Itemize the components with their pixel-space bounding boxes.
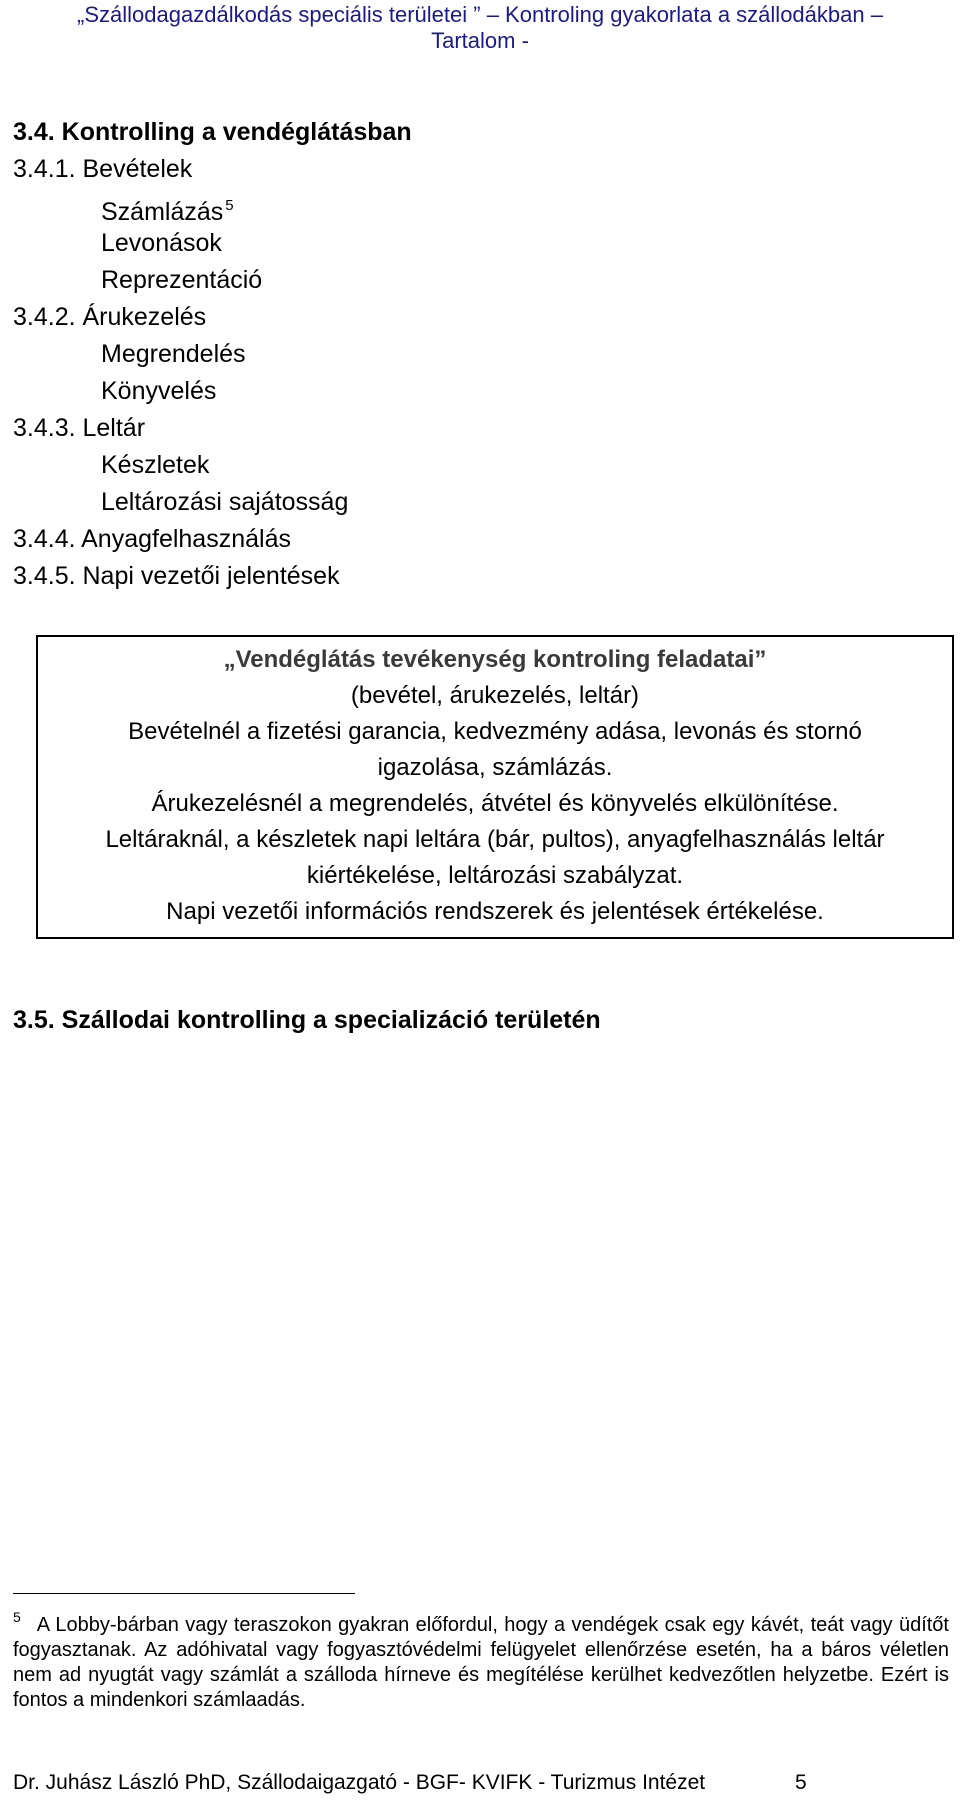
header-subtitle: Tartalom - <box>431 28 529 53</box>
footnote-reference: 5 <box>225 197 234 214</box>
footnote-text: A Lobby-bárban vagy teraszokon gyakran előfordul, hogy a vendégek csak egy kávét, teát vagy üdítőt fogyasztanak. Az adóhivatal vagy fogyasztóvédelmi felügyelet ellenőrzése esetén, ha a báros véletlen nem ad nyugtát vagy számlát a szálloda hírneve és megítélése kerülhet kedvezőtlen helyzetbe. Ezért is fontos a mindenkori számlaadás. <box>13 1614 949 1711</box>
toc-item: 3.4.5. Napi vezetői jelentések <box>13 562 340 590</box>
toc-heading: 3.4. Kontrolling a vendéglátásban <box>13 118 412 146</box>
box-title: „Vendéglátás tevékenység kontroling feladatai” <box>223 646 767 673</box>
toc-item: Készletek <box>101 451 210 479</box>
page-number: 5 <box>795 1771 807 1794</box>
toc-item: Levonások <box>101 229 222 257</box>
page-footer <box>13 1769 953 1797</box>
toc-item: 3.4.4. Anyagfelhasználás <box>13 525 291 553</box>
toc-item: Leltározási sajátosság <box>101 488 349 516</box>
toc-item: 3.4.3. Leltár <box>13 414 146 442</box>
footnote <box>13 1605 949 1713</box>
toc-item <box>101 191 234 227</box>
toc-item: Könyvelés <box>101 377 217 405</box>
toc-item: 3.4.1. Bevételek <box>13 155 193 183</box>
toc-item: Reprezentáció <box>101 266 263 294</box>
box-line: Árukezelésnél a megrendelés, átvétel és könyvelés elkülönítése. <box>151 790 839 817</box>
box-line: kiértékelése, leltározási szabályzat. <box>306 862 684 889</box>
box-line: Bevételnél a fizetési garancia, kedvezmény adása, levonás és stornó <box>128 718 862 745</box>
header-title: „Szállodagazdálkodás speciális területei ” – Kontroling gyakorlata a szállodákban – <box>77 2 883 27</box>
footer-author: Dr. Juhász László PhD, Szállodaigazgató - BGF- KVIFK - Turizmus Intézet <box>13 1771 706 1794</box>
footnote-divider <box>13 1593 355 1594</box>
box-line: Leltáraknál, a készletek napi leltára (bár, pultos), anyagfelhasználás leltár <box>105 826 885 853</box>
summary-box <box>36 635 954 939</box>
box-line: Napi vezetői információs rendszerek és jelentések értékelése. <box>166 898 824 925</box>
box-line: (bevétel, árukezelés, leltár) <box>350 682 640 709</box>
toc-item: Megrendelés <box>101 340 246 368</box>
toc-item: 3.4.2. Árukezelés <box>13 303 207 331</box>
footnote-number: 5 <box>13 1609 21 1625</box>
section-heading: 3.5. Szállodai kontrolling a specializáció területén <box>13 1006 601 1034</box>
box-line: igazolása, számlázás. <box>377 754 613 781</box>
toc-item-label: Számlázás <box>101 198 224 226</box>
